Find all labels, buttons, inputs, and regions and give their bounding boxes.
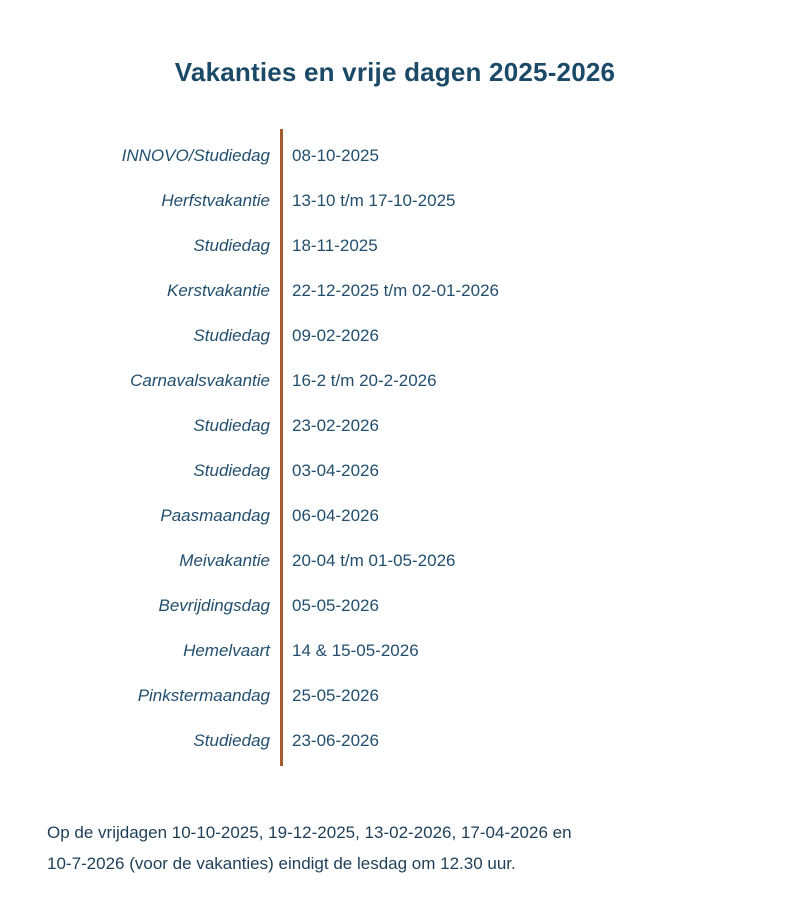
table-row — [0, 268, 790, 313]
row-label: Carnavalsvakantie — [130, 370, 270, 390]
friday-note-line-1: Op de vrijdagen 10-10-2025, 19-12-2025, 13-02-2026, 17-04-2026 en — [47, 823, 572, 842]
row-value: 25-05-2026 — [292, 685, 379, 705]
vertical-divider — [280, 129, 283, 766]
row-value: 20-04 t/m 01-05-2026 — [292, 550, 456, 570]
table-row — [0, 313, 790, 358]
page-title: Vakanties en vrije dagen 2025-2026 — [174, 57, 616, 87]
row-label: Studiedag — [193, 325, 270, 345]
row-value: 06-04-2026 — [292, 505, 379, 525]
row-label: Herfstvakantie — [161, 190, 270, 210]
friday-note — [47, 817, 743, 879]
table-row — [0, 403, 790, 448]
vacation-schedule-table — [0, 133, 790, 763]
table-row — [0, 583, 790, 628]
table-row — [0, 448, 790, 493]
table-row — [0, 178, 790, 223]
table-row — [0, 223, 790, 268]
row-label: Studiedag — [193, 415, 270, 435]
row-value: 05-05-2026 — [292, 595, 379, 615]
row-label: Hemelvaart — [183, 640, 270, 660]
row-label: Meivakantie — [179, 550, 270, 570]
row-value: 18-11-2025 — [292, 235, 378, 255]
row-value: 13-10 t/m 17-10-2025 — [292, 190, 456, 210]
table-row — [0, 628, 790, 673]
row-label: Pinkstermaandag — [137, 685, 270, 705]
row-value: 08-10-2025 — [292, 145, 379, 165]
row-label: Studiedag — [193, 730, 270, 750]
row-value: 22-12-2025 t/m 02-01-2026 — [292, 280, 499, 300]
table-row — [0, 718, 790, 763]
row-label: Bevrijdingsdag — [158, 595, 270, 615]
row-label: Paasmaandag — [160, 505, 270, 525]
row-label: Studiedag — [193, 460, 270, 480]
row-value: 23-06-2026 — [292, 730, 379, 750]
table-row — [0, 133, 790, 178]
row-value: 14 & 15-05-2026 — [292, 640, 419, 660]
table-row — [0, 493, 790, 538]
row-value: 03-04-2026 — [292, 460, 379, 480]
table-row — [0, 673, 790, 718]
table-row — [0, 538, 790, 583]
row-value: 09-02-2026 — [292, 325, 379, 345]
row-value: 23-02-2026 — [292, 415, 379, 435]
row-label: INNOVO/Studiedag — [121, 145, 270, 165]
row-value: 16-2 t/m 20-2-2026 — [292, 370, 437, 390]
row-label: Studiedag — [193, 235, 270, 255]
table-row — [0, 358, 790, 403]
friday-note-line-2: 10-7-2026 (voor de vakanties) eindigt de lesdag om 12.30 uur. — [47, 854, 516, 873]
row-label: Kerstvakantie — [167, 280, 270, 300]
